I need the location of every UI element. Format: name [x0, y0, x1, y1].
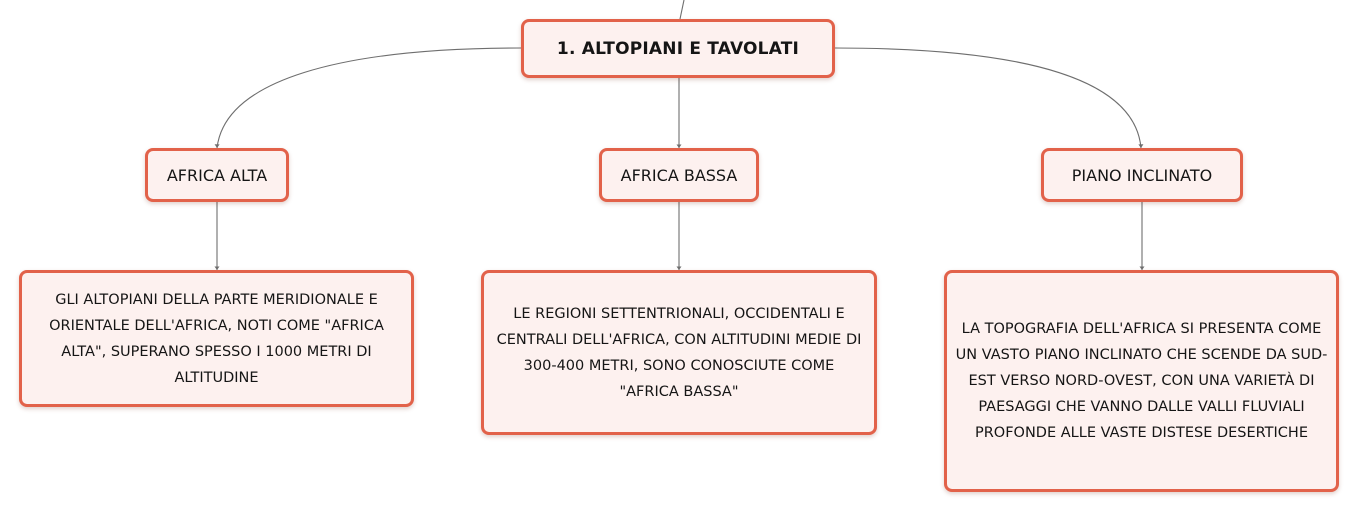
topic-piano-inclinato[interactable]	[1041, 148, 1243, 202]
description-africa-alta-text: GLI ALTOPIANI DELLA PARTE MERIDIONALE E ORIENTALE DELL'AFRICA, NOTI COME "AFRICA ALTA", SUPERANO SPESSO I 1000 METRI DI ALTITUDINE	[49, 291, 384, 386]
topic-piano-inclinato-label: PIANO INCLINATO	[1071, 165, 1213, 185]
root-topic-node[interactable]	[521, 19, 835, 78]
connector-root-to-africa-alta	[217, 48, 521, 148]
root-topic-label: 1. ALTOPIANI E TAVOLATI	[556, 38, 800, 59]
topic-africa-bassa[interactable]	[599, 148, 759, 202]
connector-root-to-piano-inclinato	[835, 48, 1141, 148]
topic-africa-alta[interactable]	[145, 148, 289, 202]
connector-incoming	[680, 0, 684, 19]
description-piano-inclinato-text: LA TOPOGRAFIA DELL'AFRICA SI PRESENTA COME UN VASTO PIANO INCLINATO CHE SCENDE DA SUD-EST VERSO NORD-OVEST, CON UNA VARIETÀ DI PAESAGGI CHE VANNO DALLE VALLI FLUVIALI PROFONDE ALLE VASTE DISTESE DESERTICHE	[955, 321, 1328, 441]
description-piano-inclinato[interactable]	[944, 270, 1339, 492]
description-africa-alta[interactable]	[19, 270, 414, 407]
topic-africa-alta-label: AFRICA ALTA	[166, 165, 268, 185]
description-africa-bassa[interactable]	[481, 270, 877, 435]
description-africa-bassa-text: LE REGIONI SETTENTRIONALI, OCCIDENTALI E CENTRALI DELL'AFRICA, CON ALTITUDINI MEDIE DI 300-400 METRI, SONO CONOSCIUTE COME "AFRICA BASSA"	[496, 305, 862, 400]
topic-africa-bassa-label: AFRICA BASSA	[620, 165, 738, 185]
